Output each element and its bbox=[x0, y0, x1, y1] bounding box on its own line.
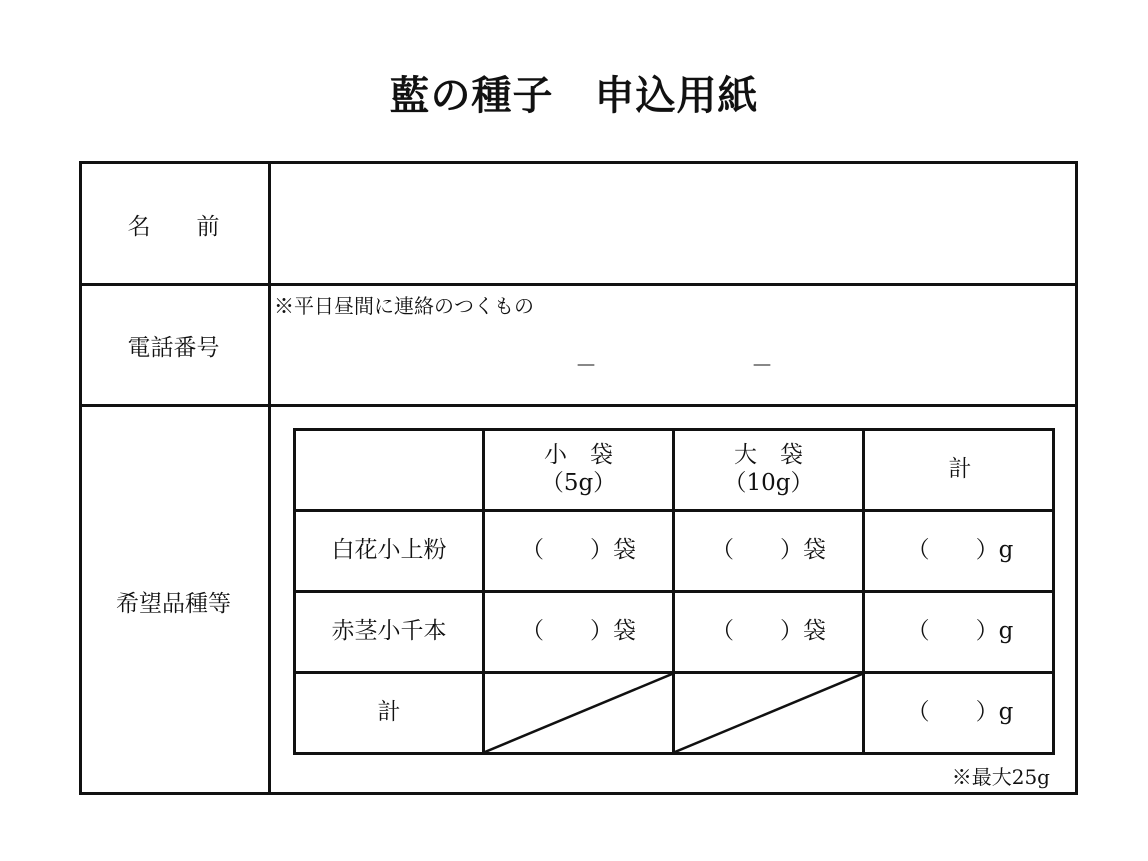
phone-row-divider bbox=[79, 404, 1078, 407]
header-small-bag-name: 小 袋 bbox=[544, 442, 613, 468]
total-row-label: 計 bbox=[377, 699, 401, 725]
name-row-divider bbox=[79, 283, 1078, 286]
header-large-bag-size: （10g） bbox=[723, 470, 814, 496]
order-table-row-divider-3 bbox=[293, 671, 1055, 674]
row-large-bag-qty[interactable]: （ ）袋 bbox=[711, 618, 826, 644]
row-total-grams[interactable]: （ ）g bbox=[906, 618, 1014, 644]
phone-dash-1: － bbox=[575, 354, 598, 379]
phone-input-area[interactable] bbox=[274, 320, 1073, 400]
row-variety: 白花小上粉 bbox=[331, 537, 447, 563]
form-title: 藍の種子 申込用紙 bbox=[389, 72, 759, 119]
name-input-area[interactable] bbox=[274, 166, 1073, 280]
small-bag-total-strike bbox=[485, 674, 672, 752]
order-table-row-divider-1 bbox=[293, 509, 1055, 512]
large-bag-total-strike bbox=[675, 674, 862, 752]
header-large-bag-name: 大 袋 bbox=[734, 442, 803, 468]
row-small-bag-qty[interactable]: （ ）袋 bbox=[521, 618, 636, 644]
header-total: 計 bbox=[948, 456, 972, 482]
row-variety: 赤茎小千本 bbox=[331, 618, 447, 644]
row-total-grams[interactable]: （ ）g bbox=[906, 537, 1014, 563]
phone-note: ※平日昼間に連絡のつくもの bbox=[274, 294, 534, 318]
request-label: 希望品種等 bbox=[116, 591, 231, 617]
row-large-bag-qty[interactable]: （ ）袋 bbox=[711, 537, 826, 563]
order-table-row-divider-2 bbox=[293, 590, 1055, 593]
row-small-bag-qty[interactable]: （ ）袋 bbox=[521, 537, 636, 563]
label-column-divider bbox=[268, 161, 271, 795]
phone-label: 電話番号 bbox=[127, 335, 220, 361]
grand-total-grams[interactable]: （ ）g bbox=[906, 699, 1014, 725]
max-weight-note: ※最大25g bbox=[951, 765, 1050, 789]
name-label: 名 前 bbox=[127, 214, 220, 240]
header-small-bag-size: （5g） bbox=[540, 470, 617, 496]
phone-dash-2: － bbox=[751, 354, 774, 379]
